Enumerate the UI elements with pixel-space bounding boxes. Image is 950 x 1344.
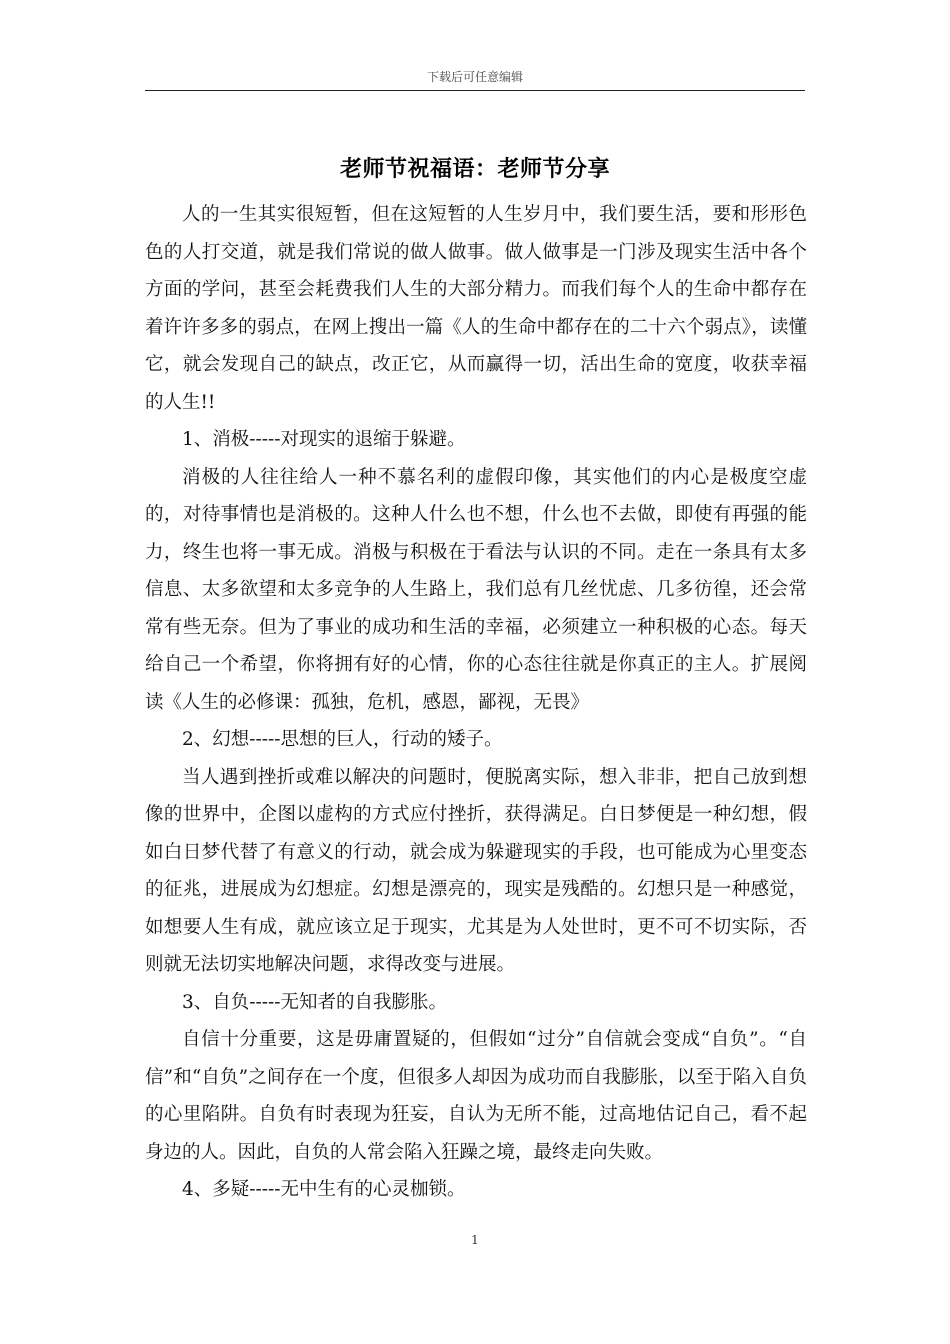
page-header: 下载后可任意编辑	[426, 70, 523, 84]
section-heading-arrogance: 3、自负-----无知者的自我膨胀。	[182, 991, 448, 1013]
section-heading-passivity: 1、消极-----对现实的退缩于躲避。	[182, 429, 466, 450]
page-number: 1	[471, 1233, 479, 1247]
paragraph-passivity: 消极的人往往给人一种不慕名利的虚假印像，其实他们的内心是极度空虚的，对待事情也是消极的。这种人什么也不想，什么也不去做，即使有再强的能力，终生也将一事无成。消极与积极在于看法与认识的不同。走在一条具有太多信息、太多欲望和太多竞争的人生路上，我们总有几丝忧虑、几多彷徨，还会常常有些无奈。但为了事业的成功和生活的幸福，必须建立一种积极的心态。每天给自己一个希望，你将拥有好的心情，你的心态往往就是你真正的主人。扩展阅读《人生的必修课：孤独，危机，感恩，鄙视，无畏》	[145, 466, 807, 713]
paragraph-arrogance: 自信十分重要，这是毋庸置疑的，但假如“过分”自信就会变成“自负”。“自信”和“自负”之间存在一个度，但很多人却因为成功而自我膨胀，以至于陷入自负的心里陷阱。自负有时表现为狂妄，自认为无所不能，过高地估记自己，看不起身边的人。因此，自负的人常会陷入狂躁之境，最终走向失败。	[145, 1029, 807, 1163]
intro-paragraph: 人的一生其实很短暂，但在这短暂的人生岁月中，我们要生活，要和形形色色的人打交道，就是我们常说的做人做事。做人做事是一门涉及现实生活中各个方面的学问，甚至会耗费我们人生的大部分精力。而我们每个人的生命中都存在着许许多多的弱点，在网上搜出一篇《人的生命中都存在的二十六个弱点》，读懂它，就会发现自己的缺点，改正它，从而赢得一切，活出生命的宽度，收获幸福的人生!!	[145, 204, 807, 413]
document-title: 老师节祝福语：老师节分享	[339, 156, 610, 182]
paragraph-fantasy: 当人遇到挫折或难以解决的问题时，便脱离实际，想入非非，把自己放到想像的世界中，企图以虚构的方式应付挫折，获得满足。白日梦便是一种幻想，假如白日梦代替了有意义的行动，就会成为躲避现实的手段，也可能成为心里变态的征兆，进展成为幻想症。幻想是漂亮的，现实是残酷的。幻想只是一种感觉，如想要人生有成，就应该立足于现实，尤其是为人处世时，更不可不切实际，否则就无法切实地解决问题，求得改变与进展。	[145, 766, 807, 975]
document-body	[145, 196, 807, 1209]
section-heading-suspicion: 4、多疑-----无中生有的心灵枷锁。	[182, 1179, 466, 1200]
header-divider	[145, 90, 805, 91]
section-heading-fantasy: 2、幻想-----思想的巨人，行动的矮子。	[182, 729, 503, 750]
